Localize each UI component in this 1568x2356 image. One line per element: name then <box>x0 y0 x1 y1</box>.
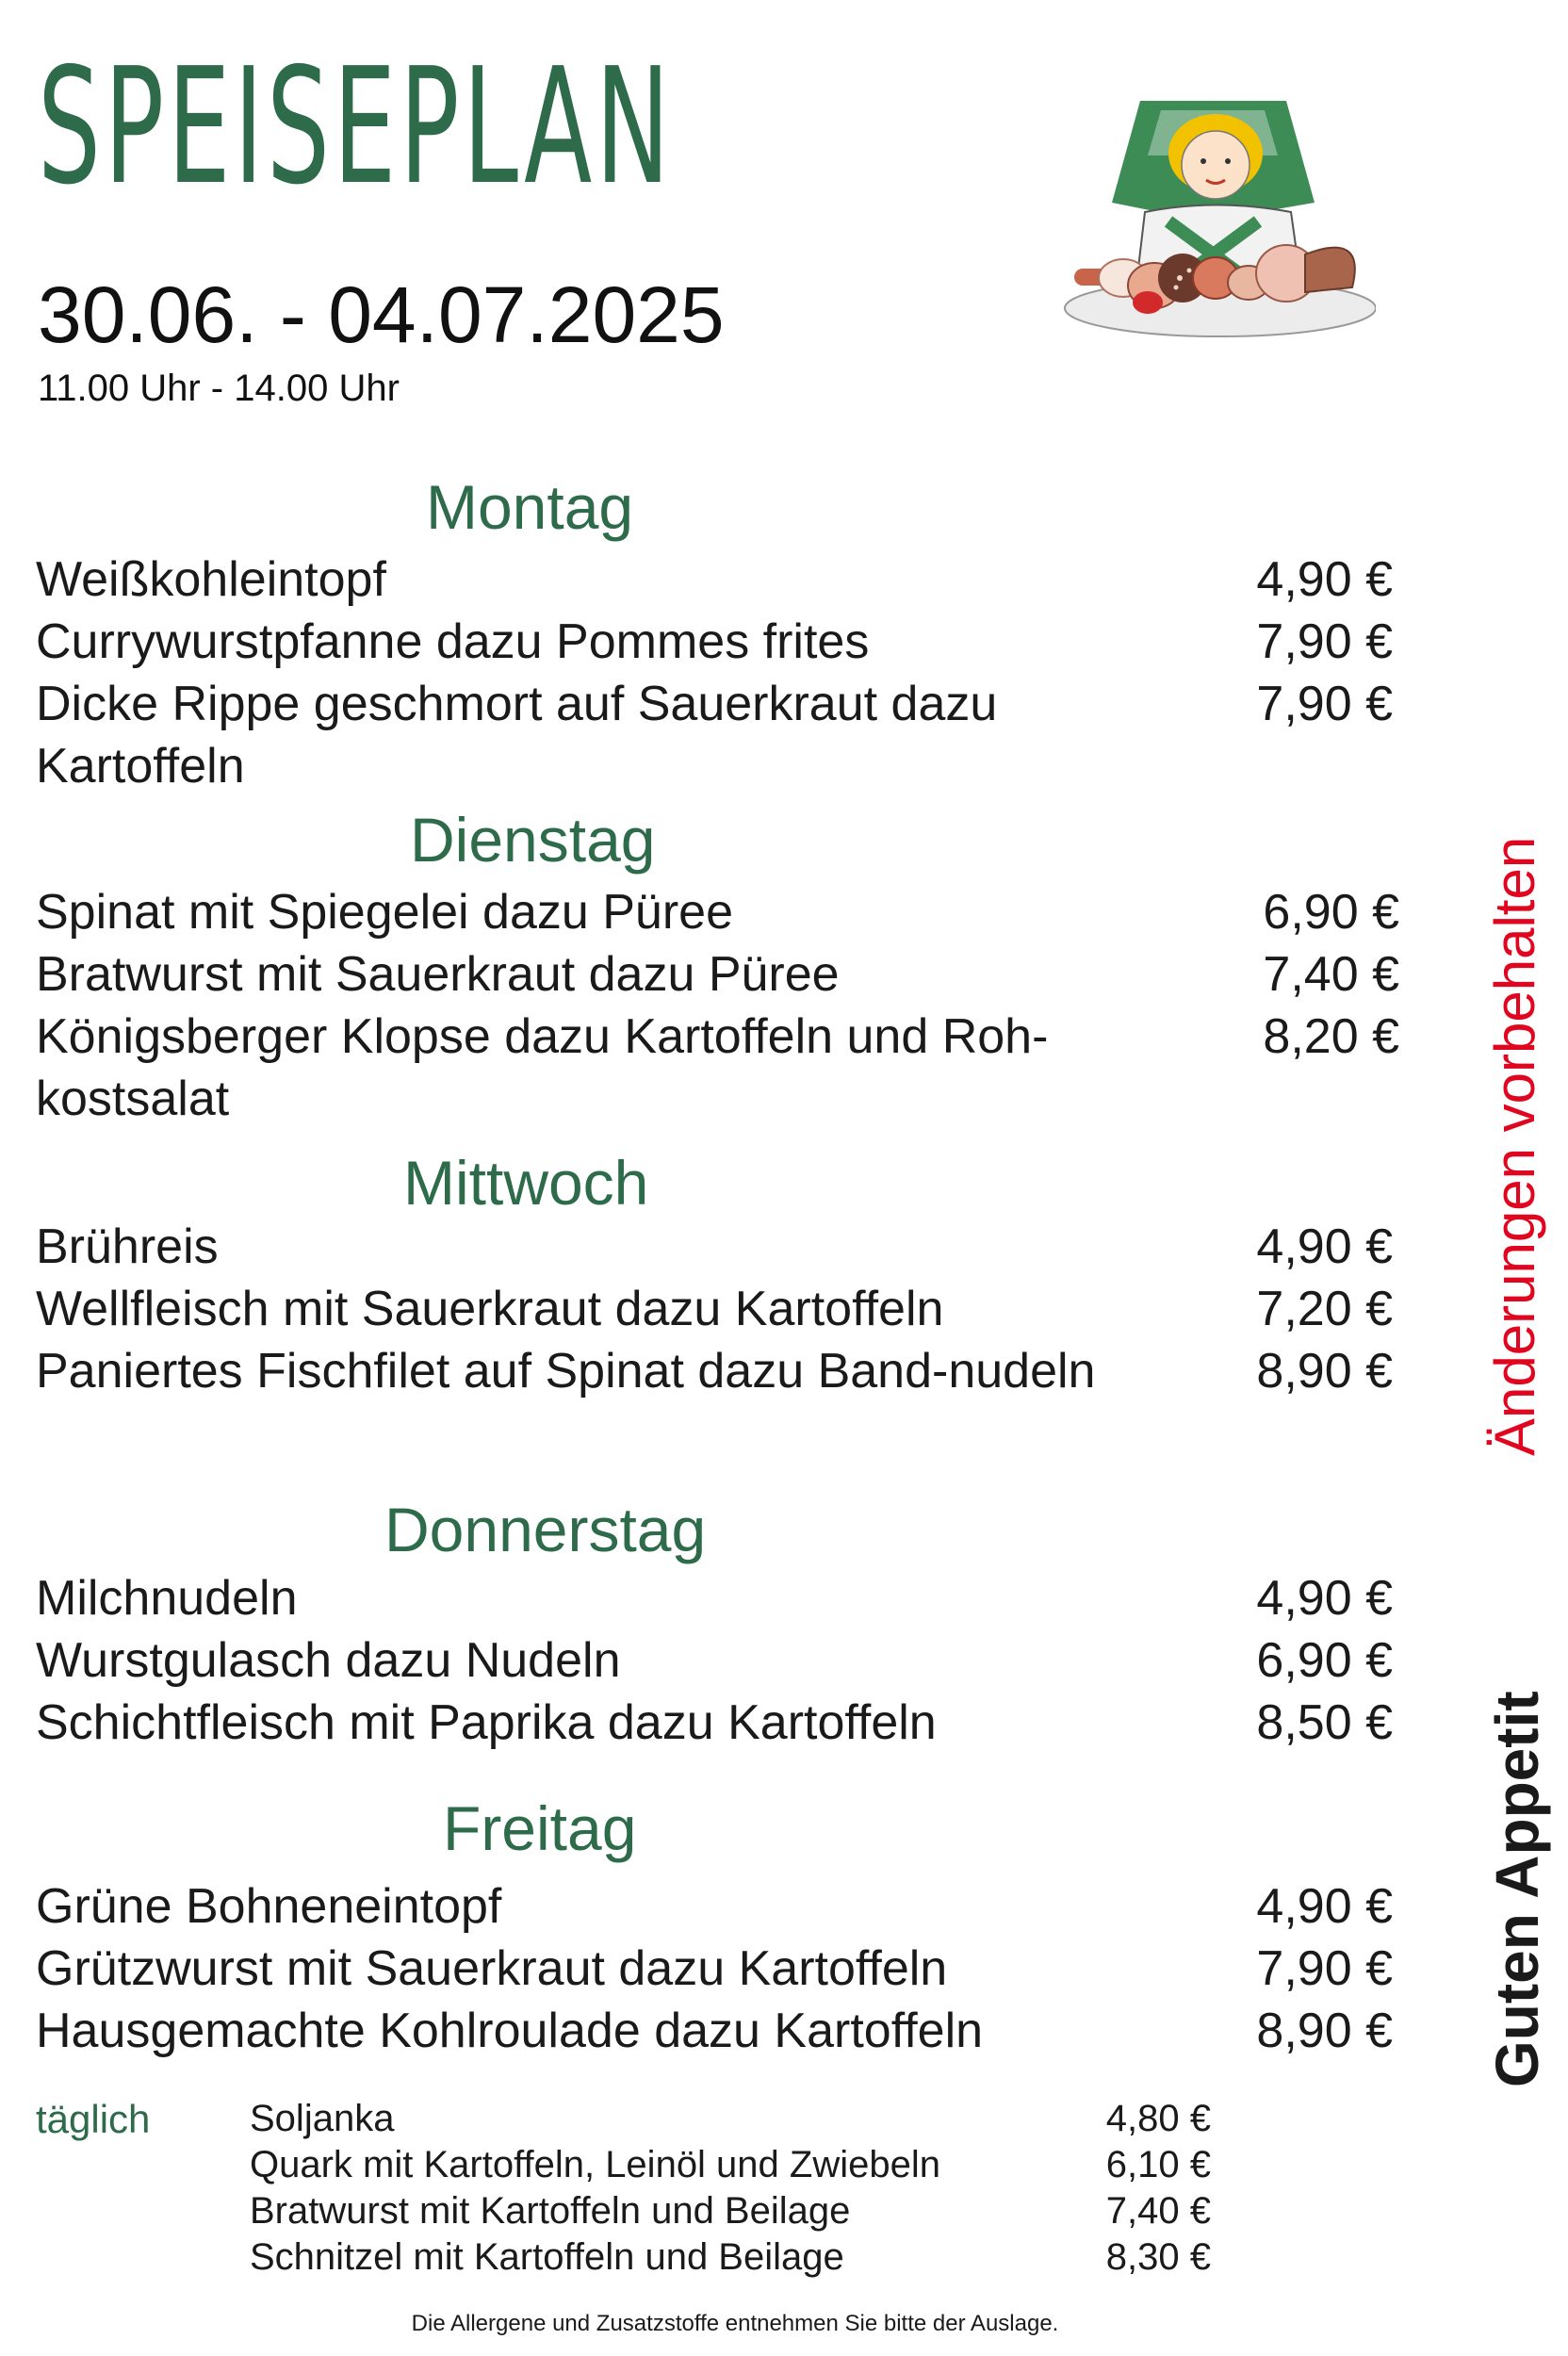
dish-mittwoch-1: Brühreis <box>36 1219 219 1274</box>
dish-freitag-2: Grützwurst mit Sauerkraut dazu Kartoffeln <box>36 1941 948 1996</box>
price-mittwoch-1: 4,90 € <box>1256 1219 1393 1274</box>
price-donnerstag-2: 6,90 € <box>1256 1633 1393 1688</box>
day-heading-montag: Montag <box>426 472 634 542</box>
changes-reserved-notice: Änderungen vorbehalten <box>1483 836 1546 1456</box>
dish-freitag-1: Grüne Bohneneintopf <box>36 1879 502 1934</box>
guten-appetit-text: Guten Appetit <box>1483 1691 1551 2087</box>
day-heading-dienstag: Dienstag <box>410 805 656 875</box>
dish-donnerstag-3: Schichtfleisch mit Paprika dazu Kartoffeln <box>36 1695 937 1750</box>
daily-dish-1: Soljanka <box>250 2098 395 2139</box>
dish-mittwoch-2: Wellfleisch mit Sauerkraut dazu Kartoffeln <box>36 1282 944 1336</box>
opening-hours: 11.00 Uhr - 14.00 Uhr <box>38 368 400 409</box>
price-dienstag-1: 6,90 € <box>1263 885 1399 940</box>
daily-price-3: 7,40 € <box>1105 2190 1211 2232</box>
price-mittwoch-3: 8,90 € <box>1256 1344 1393 1399</box>
dish-donnerstag-2: Wurstgulasch dazu Nudeln <box>36 1633 621 1688</box>
price-donnerstag-1: 4,90 € <box>1256 1571 1393 1626</box>
daily-dish-2: Quark mit Kartoffeln, Leinöl und Zwiebeln <box>250 2144 940 2185</box>
date-range: 30.06. - 04.07.2025 <box>38 270 725 359</box>
price-freitag-1: 4,90 € <box>1256 1879 1393 1934</box>
dish-dienstag-1: Spinat mit Spiegelei dazu Püree <box>36 885 734 940</box>
price-montag-3: 7,90 € <box>1256 677 1393 731</box>
dish-dienstag-3: Königsberger Klopse dazu Kartoffeln und Roh-kostsalat <box>36 1009 1049 1126</box>
price-freitag-3: 8,90 € <box>1256 2004 1393 2058</box>
dish-mittwoch-3: Paniertes Fischfilet auf Spinat dazu Band-nudeln <box>36 1344 1096 1399</box>
dish-donnerstag-1: Milchnudeln <box>36 1571 298 1626</box>
price-donnerstag-3: 8,50 € <box>1256 1695 1393 1750</box>
day-heading-freitag: Freitag <box>443 1793 637 1863</box>
day-heading-mittwoch: Mittwoch <box>403 1148 649 1218</box>
daily-label: täglich <box>36 2097 151 2141</box>
price-freitag-2: 7,90 € <box>1256 1941 1393 1996</box>
dish-freitag-3: Hausgemachte Kohlroulade dazu Kartoffeln <box>36 2004 984 2058</box>
daily-price-2: 6,10 € <box>1105 2144 1211 2185</box>
dish-montag-3: Dicke Rippe geschmort auf Sauerkraut dazu Kartoffeln <box>36 677 998 794</box>
dish-montag-2: Currywurstpfanne dazu Pommes frites <box>36 614 870 669</box>
daily-price-1: 4,80 € <box>1105 2098 1211 2139</box>
price-montag-2: 7,90 € <box>1256 614 1393 669</box>
page-title: SPEISEPLAN <box>38 34 674 221</box>
dish-dienstag-2: Bratwurst mit Sauerkraut dazu Püree <box>36 947 840 1002</box>
price-montag-1: 4,90 € <box>1256 552 1393 607</box>
dish-montag-1: Weißkohleintopf <box>36 552 386 607</box>
daily-dish-4: Schnitzel mit Kartoffeln und Beilage <box>250 2236 844 2278</box>
price-dienstag-3: 8,20 € <box>1263 1009 1399 1064</box>
price-dienstag-2: 7,40 € <box>1263 947 1399 1002</box>
day-heading-donnerstag: Donnerstag <box>384 1495 707 1564</box>
daily-dish-3: Bratwurst mit Kartoffeln und Beilage <box>250 2190 851 2232</box>
price-mittwoch-2: 7,20 € <box>1256 1282 1393 1336</box>
allergen-footnote: Die Allergene und Zusatzstoffe entnehmen Sie bitte der Auslage. <box>411 2311 1059 2336</box>
daily-price-4: 8,30 € <box>1105 2236 1211 2278</box>
